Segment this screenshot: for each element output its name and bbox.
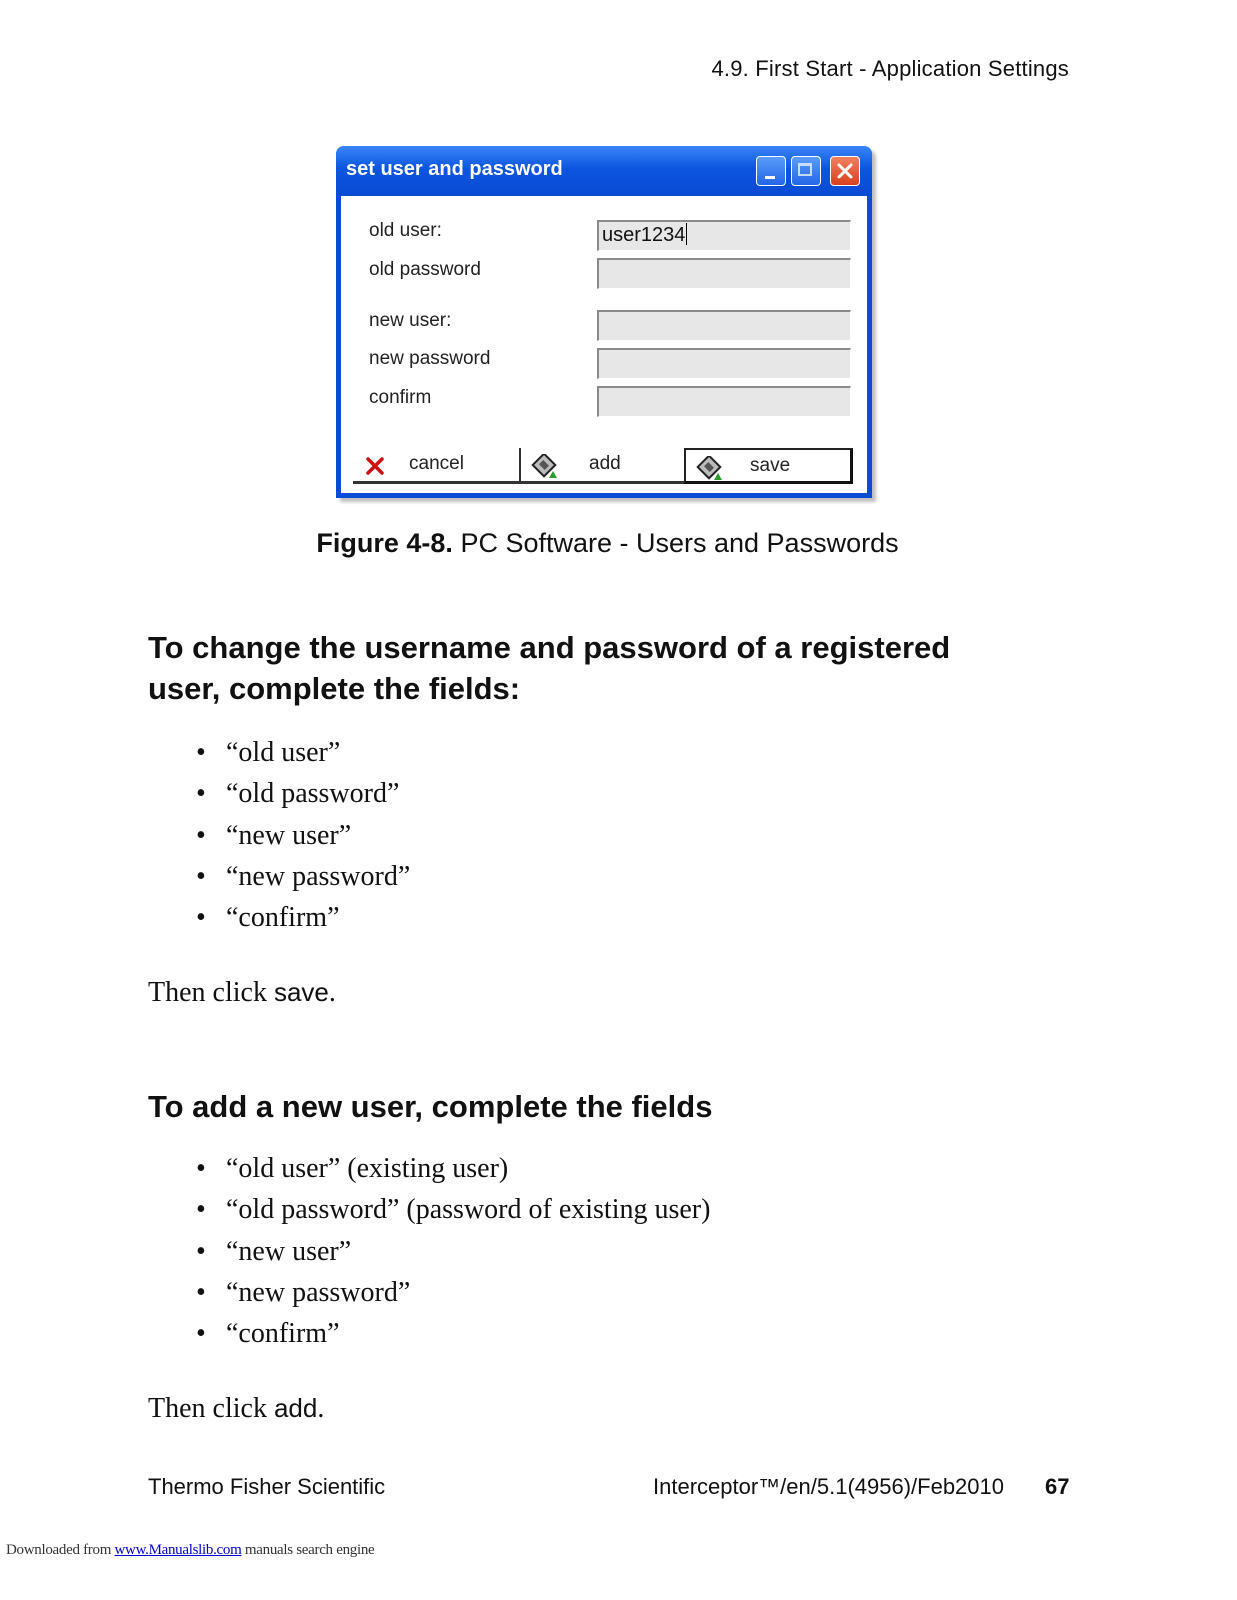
section2-list [196,1148,710,1354]
list-item: • “old user” [196,732,410,773]
add-disk-icon [531,454,559,486]
download-note: Downloaded from www.Manualslib.com manuals search engine [6,1542,375,1558]
list-item: • “old password” (password of existing user) [196,1189,710,1230]
section1-instruction: Then click save. [148,977,336,1008]
set-user-password-dialog [336,146,872,498]
list-item: • “new password” [196,856,410,897]
section2-heading: To add a new user, complete the fields [148,1089,713,1124]
maximize-icon[interactable] [791,156,821,186]
cancel-button[interactable] [353,448,521,484]
old-password-label: old password [369,259,481,280]
new-password-label: new password [369,348,491,369]
close-icon[interactable] [830,156,860,186]
save-button[interactable] [684,448,853,484]
list-item: • “old user” (existing user) [196,1148,710,1189]
new-user-input[interactable] [597,310,851,341]
add-command: add [273,1393,318,1423]
old-password-input[interactable] [597,258,851,289]
figure-caption-text: PC Software - Users and Passwords [460,528,899,558]
new-user-label: new user: [369,310,452,331]
dialog-titlebar [336,146,872,196]
list-item: • “old password” [196,773,410,814]
section1-list [196,732,410,938]
save-disk-icon [696,456,724,488]
page-number: 67 [1045,1474,1070,1499]
list-item: • “confirm” [196,897,410,938]
section1-heading: To change the username and password of a registered user, complete the fields: [148,630,951,706]
list-item: • “new user” [196,1231,710,1272]
dialog-title: set user and password [346,158,563,180]
save-button-label: save [750,455,791,476]
manualslib-link[interactable]: www.Manualslib.com [114,1542,242,1558]
new-password-input[interactable] [597,348,851,379]
confirm-input[interactable] [597,386,851,417]
old-user-label: old user: [369,220,442,241]
figure-caption [0,528,1215,559]
cancel-button-label: cancel [409,453,464,474]
section2-instruction: Then click add. [148,1393,325,1424]
list-item: • “confirm” [196,1313,710,1354]
add-button[interactable] [519,448,685,484]
figure-number: Figure 4-8. [316,528,453,558]
add-button-label: add [589,453,621,474]
footer-doc-id: Interceptor™/en/5.1(4956)/Feb2010 [653,1474,1005,1499]
minimize-icon[interactable] [756,156,786,186]
dialog-body [341,196,867,493]
confirm-label: confirm [369,387,432,408]
running-header: 4.9. First Start - Application Settings [711,56,1069,81]
list-item: • “new password” [196,1272,710,1313]
footer-company: Thermo Fisher Scientific [148,1474,386,1499]
old-user-input[interactable]: user1234 [597,220,851,251]
cancel-x-icon [365,456,385,482]
list-item: • “new user” [196,815,410,856]
save-command: save [273,977,329,1007]
